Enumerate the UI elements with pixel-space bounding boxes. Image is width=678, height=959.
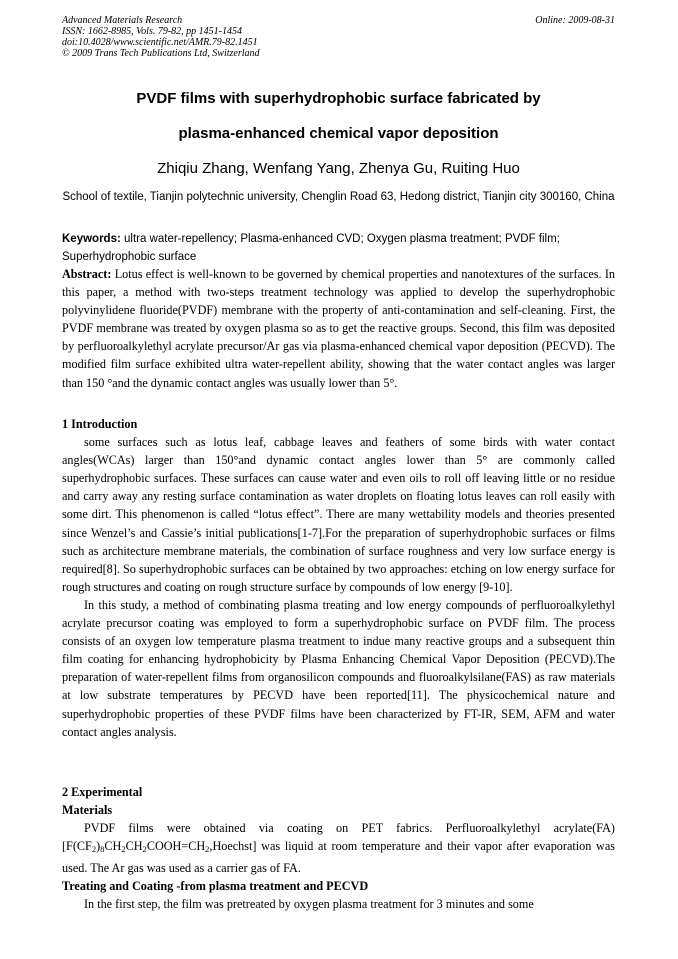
materials-paragraph: PVDF films were obtained via coating on PET fabrics. Perfluoroalkylethyl $acrylate(FA)[F(CF_2)_8CH_2CH_2COOH=CH_2,Hoechst]$ was liquid at room temperature and their vapor after evaporation was used. The Ar gas was used as a carrier gas of FA. bbox=[62, 821, 615, 875]
journal-header bbox=[62, 15, 615, 59]
affiliation: School of textile, Tianjin polytechnic university, Chenglin Road 63, Hedong district, Tianjin city 300160, China bbox=[62, 191, 615, 203]
author-list: Zhiqiu Zhang, Wenfang Yang, Zhenya Gu, Ruiting Huo bbox=[157, 160, 520, 177]
introduction-paragraph-2: In this study, a method of combinating plasma treating and low energy compounds of perfluoroalkylethyl acrylate precursor coating was employed to form a superhydrophobic surface on PVDF film. The process consists of an oxygen low temperature plasma treatment to indue many reactive groups and a subsequent thin film coating for enhancing hydrophobicity by Plasma Enhancing Chemical Vapor Deposition (PECVD).The preparation of water-repellent films from organosilicon compounds and fluoroalkylsilane(FAS) as raw materials at low substrate temperatures by PECVD have been reported[11]. The physicochemical nature and superhydrophobic properties of these PVDF films have been characterized by FT-IR, SEM, AFM and water contact angles analysis. bbox=[62, 597, 615, 739]
issn-line: ISSN: 1662-8985, Vols. 79-82, pp 1451-1454 bbox=[62, 26, 242, 37]
title-line-1: PVDF films with superhydrophobic surface fabricated by bbox=[136, 90, 541, 107]
abstract-text: Lotus effect is well-known to be governed by chemical properties and nanotextures of the surfaces. In this paper, a method with two-steps treatment technology was applied to develop the superhydrophobic polyvinylidene fluoride(PVDF) membrane with the property of anti-contamination and self-cleaning. First, the PVDF membrane was treated by oxygen plasma so as to get the reactive groups. Second, this film was deposited by perfluoroalkylethyl acrylate precursor/Ar gas via plasma-enhanced chemical vapor deposition (PECVD). The modified film surface exhibited ultra water-repellent ability, showing that the water contact angles was larger than 150 °and the dynamic contact angles was usually lower than 5°. bbox=[62, 267, 615, 390]
experimental-section bbox=[62, 783, 615, 913]
treating-paragraph: In the first step, the film was pretreated by oxygen plasma treatment for 3 minutes and some bbox=[84, 896, 534, 911]
keywords-text: ultra water-repellency; Plasma-enhanced CVD; Oxygen plasma treatment; PVDF film; Superhydrophobic surface bbox=[62, 233, 560, 263]
title-line-2: plasma-enhanced chemical vapor deposition bbox=[178, 125, 499, 142]
keywords bbox=[62, 230, 615, 266]
online-date: Online: 2009-08-31 bbox=[535, 15, 615, 26]
abstract bbox=[62, 265, 615, 392]
experimental-heading: 2 Experimental bbox=[62, 785, 143, 799]
introduction-heading: 1 Introduction bbox=[62, 417, 138, 431]
journal-name: Advanced Materials Research bbox=[62, 15, 183, 26]
doi-line: doi:10.4028/www.scientific.net/AMR.79-82.1451 bbox=[62, 37, 258, 48]
introduction-paragraph-1: some surfaces such as lotus leaf, cabbage leaves and feathers of some birds with water contact angles(WCAs) larger than 150°and dynamic contact angles lower than 5° are commonly called superhydrophobic surfaces. These surfaces can cause water and even oils to roll off leaving little or no residue and carry away any resting surface contamination as water droplets on floating lotus leaves can roll easily with some dirt. This phenomenon is called “lotus effect”. There are many wettability models and theories presented since Wenzel’s and Cassie’s initial publications[1-7].For the preparation of superhydrophobic surfaces or films such as architecture membrane materials, the combination of surface roughness and very low surface energy is required[8]. So superhydrophobic surfaces can be obtained by two approaches: etching on low energy surface for rough structures and coating on rough structure surface by compounds of low energy [9-10]. bbox=[62, 435, 615, 594]
materials-heading: Materials bbox=[62, 803, 113, 818]
treating-heading: Treating and Coating -from plasma treatment and PECVD bbox=[62, 878, 369, 893]
keywords-label: Keywords: bbox=[62, 233, 121, 245]
abstract-label: Abstract: bbox=[62, 267, 112, 281]
introduction-section bbox=[62, 415, 615, 741]
copyright-line: © 2009 Trans Tech Publications Ltd, Switzerland bbox=[62, 48, 260, 59]
